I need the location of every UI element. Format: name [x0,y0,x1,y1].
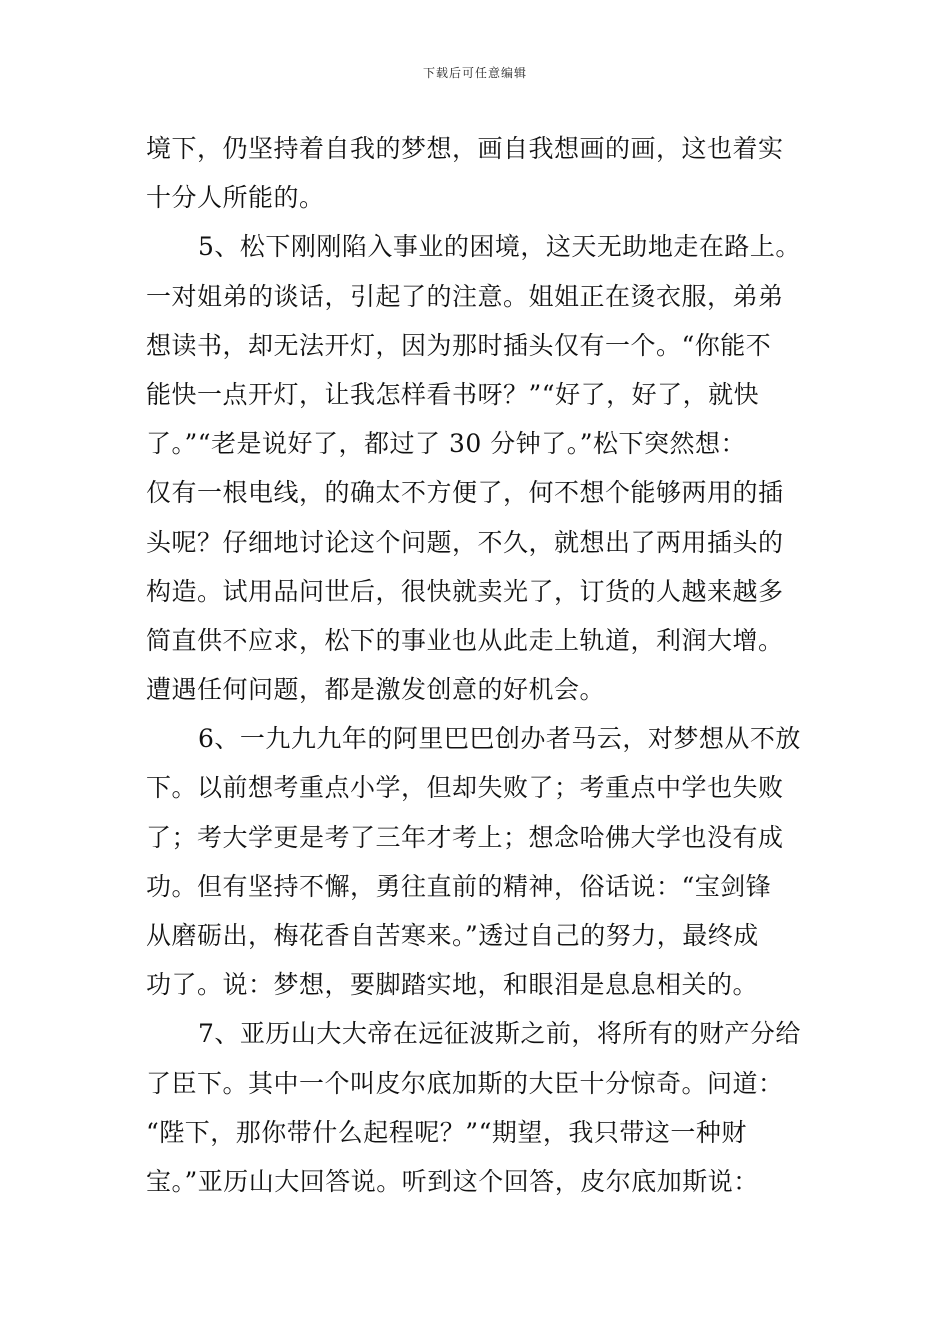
text-line: 能快一点开灯，让我怎样看书呀？”“好了，好了，就快 [146,379,760,409]
text-line: 6、一九九九年的阿里巴巴创办者马云，对梦想从不放 [198,724,801,754]
text-line: 简直供不应求，松下的事业也从此走上轨道，利润大增。 [146,625,784,655]
text-line: 功。但有坚持不懈，勇往直前的精神，俗话说：“宝剑锋 [146,871,772,901]
text-line: 构造。试用品问世后，很快就卖光了，订货的人越来越多 [146,576,784,606]
text-line: “陛下，那你带什么起程呢？”“期望，我只带这一种财 [146,1117,747,1147]
document-body [146,124,810,1206]
text-line: 从磨砺出，梅花香自苦寒来。”透过自己的努力，最终成 [146,921,759,950]
text-line: 一对姐弟的谈话，引起了的注意。姐姐正在烫衣服，弟弟 [146,281,784,311]
text-line: 境下，仍坚持着自我的梦想，画自我想画的画，这也着实 [146,134,784,163]
page-header: 下载后可任意编辑 [422,66,527,80]
text-line: 头呢？仔细地讨论这个问题，不久，就想出了两用插头的 [146,527,784,557]
text-line: 宝。”亚历山大回答说。听到这个回答，皮尔底加斯说： [146,1166,759,1196]
text-line: 下。以前想考重点小学，但却失败了；考重点中学也失败 [146,773,784,803]
text-line: 了。”“老是说好了，都过了 30 分钟了。”松下突然想： [146,429,747,459]
text-line: 7、亚历山大大帝在远征波斯之前，将所有的财产分给 [198,1019,801,1049]
text-line: 了臣下。其中一个叫皮尔底加斯的大臣十分惊奇。问道： [146,1068,784,1098]
text-line: 功了。说：梦想，要脚踏实地，和眼泪是息息相关的。 [146,970,759,1000]
text-line: 想读书，却无法开灯，因为那时插头仅有一个。“你能不 [146,330,772,360]
text-line: 十分人所能的。 [146,183,325,213]
text-line: 遭遇任何问题，都是激发创意的好机会。 [146,675,606,705]
text-line: 了；考大学更是考了三年才考上；想念哈佛大学也没有成 [146,822,784,852]
text-line: 仅有一根电线，的确太不方便了，何不想个能够两用的插 [146,478,784,508]
text-line: 5、松下刚刚陷入事业的困境，这天无助地走在路上。 [198,232,801,262]
